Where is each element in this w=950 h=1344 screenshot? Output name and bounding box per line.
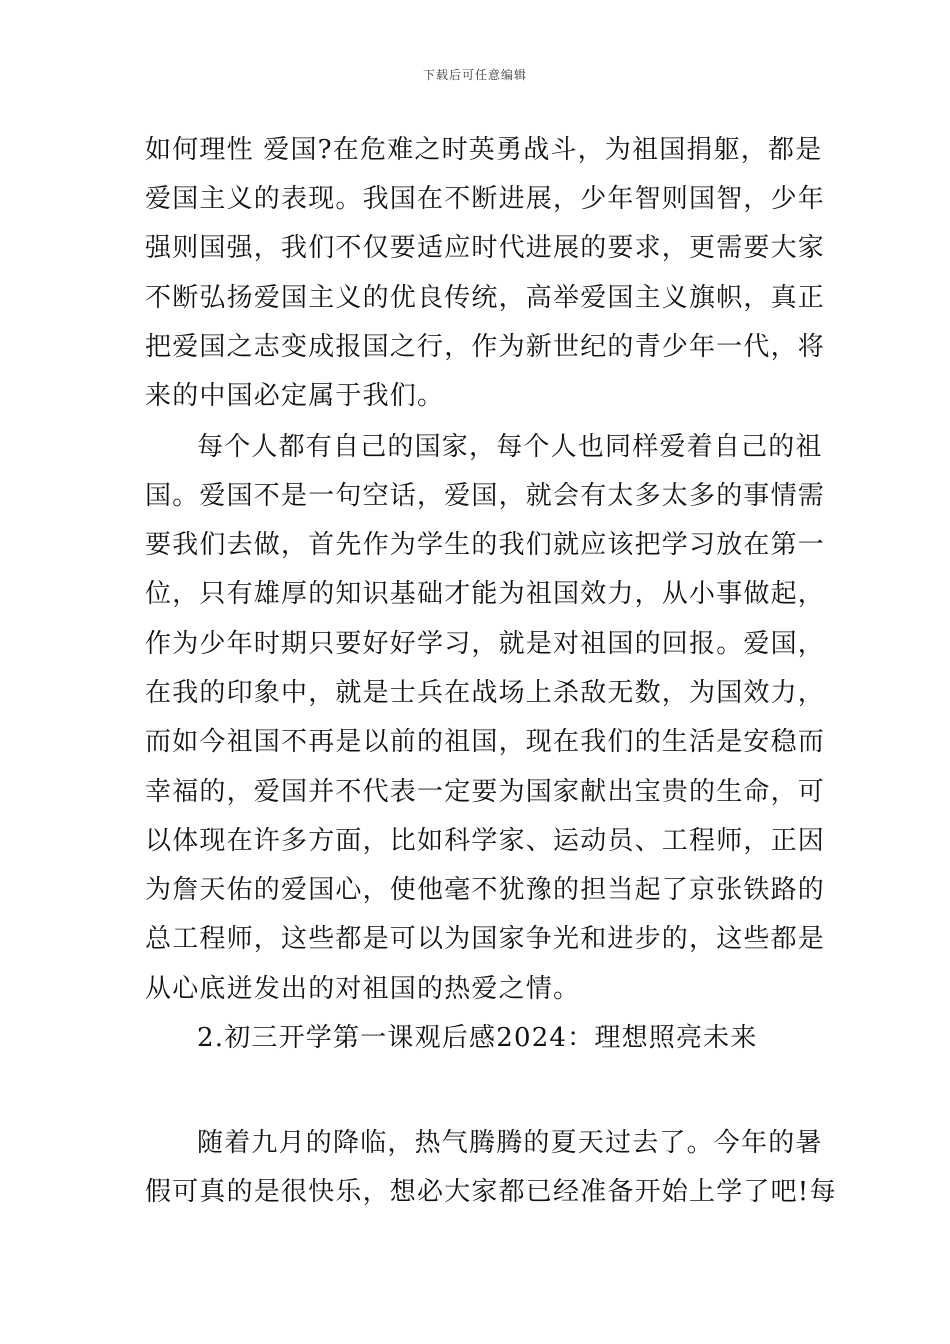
paragraph-1-line-2: 爱国主义的表现。我国在不断进展，少年智则国智，少年 [145, 184, 826, 214]
paragraph-3-line-1: 随着九月的降临，热气腾腾的夏天过去了。今年的暑 [197, 1128, 823, 1158]
paragraph-2-line-9: 以体现在许多方面，比如科学家、运动员、工程师，正因 [145, 826, 826, 856]
paragraph-2-line-12: 从心底迸发出的对祖国的热爱之情。 [145, 974, 581, 1004]
paragraph-1-line-5: 把爱国之志变成报国之行，作为新世纪的青少年一代，将 [145, 332, 826, 362]
paragraph-2-line-3: 要我们去做，首先作为学生的我们就应该把学习放在第一 [145, 530, 826, 560]
paragraph-2-line-10: 为詹天佑的爱国心，使他毫不犹豫的担当起了京张铁路的 [145, 875, 826, 905]
paragraph-2-line-6: 在我的印象中，就是士兵在战场上杀敌无数，为国效力， [145, 678, 826, 708]
paragraph-2-line-11: 总工程师，这些都是可以为国家争光和进步的，这些都是 [145, 924, 826, 954]
paragraph-1-line-1: 如何理性 爱国?在危难之时英勇战斗，为祖国捐躯，都是 [145, 135, 823, 165]
paragraph-2-line-2: 国。爱国不是一句空话，爱国，就会有太多太多的事情需 [145, 481, 826, 511]
paragraph-1-line-3: 强则国强，我们不仅要适应时代进展的要求，更需要大家 [145, 233, 826, 263]
paragraph-1-line-4: 不断弘扬爱国主义的优良传统，高举爱国主义旗帜，真正 [145, 283, 826, 313]
paragraph-2-line-5: 作为少年时期只要好好学习，就是对祖国的回报。爱国， [145, 629, 826, 659]
paragraph-3-line-2: 假可真的是很快乐，想必大家都已经准备开始上学了吧!每 [145, 1177, 837, 1207]
section-heading: 2.初三开学第一课观后感2024：理想照亮未来 [197, 1023, 758, 1053]
paragraph-1-line-6: 来的中国必定属于我们。 [145, 381, 445, 411]
page-header: 下载后可任意编辑 [422, 68, 527, 82]
paragraph-2-line-1: 每个人都有自己的国家，每个人也同样爱着自己的祖 [197, 432, 823, 462]
paragraph-2-line-4: 位，只有雄厚的知识基础才能为祖国效力，从小事做起， [145, 579, 826, 609]
paragraph-2-line-8: 幸福的，爱国并不代表一定要为国家献出宝贵的生命，可 [145, 777, 826, 807]
paragraph-2-line-7: 而如今祖国不再是以前的祖国，现在我们的生活是安稳而 [145, 727, 826, 757]
